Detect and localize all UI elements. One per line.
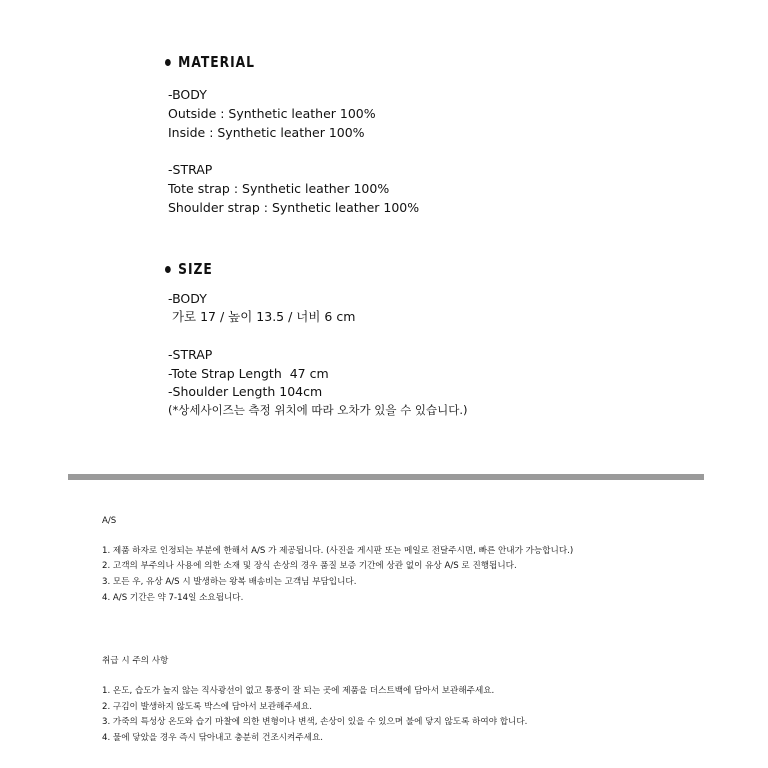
material-outside: Outside : Synthetic leather 100% (168, 106, 376, 121)
size-note: (*상세사이즈는 측정 위치에 따라 오차가 있을 수 있습니다.) (168, 403, 468, 417)
material-heading (165, 53, 255, 71)
bullet-icon (165, 59, 171, 66)
material-shoulder-strap: Shoulder strap : Synthetic leather 100% (168, 200, 420, 215)
size-body-dims: 가로 17 / 높이 13.5 / 너비 6 cm (168, 309, 356, 324)
as-item: 1. 제품 하자로 인정되는 부분에 한해서 A/S 가 제공됩니다. (사진을 게시판 또는 메일로 전달주시면, 빠른 안내가 가능합니다.) (102, 546, 574, 556)
size-tote-length: -Tote Strap Length 47 cm (168, 366, 329, 381)
as-item: 4. A/S 기간은 약 7-14일 소요됩니다. (102, 593, 244, 603)
size-heading (165, 260, 213, 278)
care-item: 3. 가죽의 특성상 온도와 습기 마찰에 의한 변형이나 변색, 손상이 있을 수 있으며 불에 닿지 않도록 하여야 합니다. (102, 717, 528, 727)
size-heading-text: SIZE (178, 260, 213, 278)
care-item: 2. 구김이 발생하지 않도록 박스에 담아서 보관해주세요. (102, 702, 312, 712)
section-divider (68, 474, 704, 480)
material-tote-strap: Tote strap : Synthetic leather 100% (168, 181, 390, 196)
material-strap-label: -STRAP (168, 162, 213, 177)
material-inside: Inside : Synthetic leather 100% (168, 125, 365, 140)
material-heading-text: MATERIAL (178, 53, 255, 71)
as-item: 3. 모든 우, 유상 A/S 시 발생하는 왕복 배송비는 고객님 부담입니다. (102, 577, 357, 587)
material-body-label: -BODY (168, 87, 207, 102)
size-body-label: -BODY (168, 291, 207, 306)
as-item: 2. 고객의 부주의나 사용에 의한 소재 및 장식 손상의 경우 품질 보증 기간에 상관 없이 유상 A/S 로 진행됩니다. (102, 561, 517, 571)
care-item: 4. 물에 닿았을 경우 즉시 닦아내고 충분히 건조시켜주세요. (102, 733, 323, 743)
size-strap-label: -STRAP (168, 347, 213, 362)
size-shoulder-length: -Shoulder Length 104cm (168, 384, 323, 399)
as-title: A/S (102, 516, 117, 526)
care-item: 1. 온도, 습도가 높지 않는 직사광선이 없고 통풍이 잘 되는 곳에 제품을 더스트백에 담아서 보관해주세요. (102, 686, 495, 696)
care-title: 취급 시 주의 사항 (102, 656, 169, 666)
bullet-icon (165, 266, 171, 273)
